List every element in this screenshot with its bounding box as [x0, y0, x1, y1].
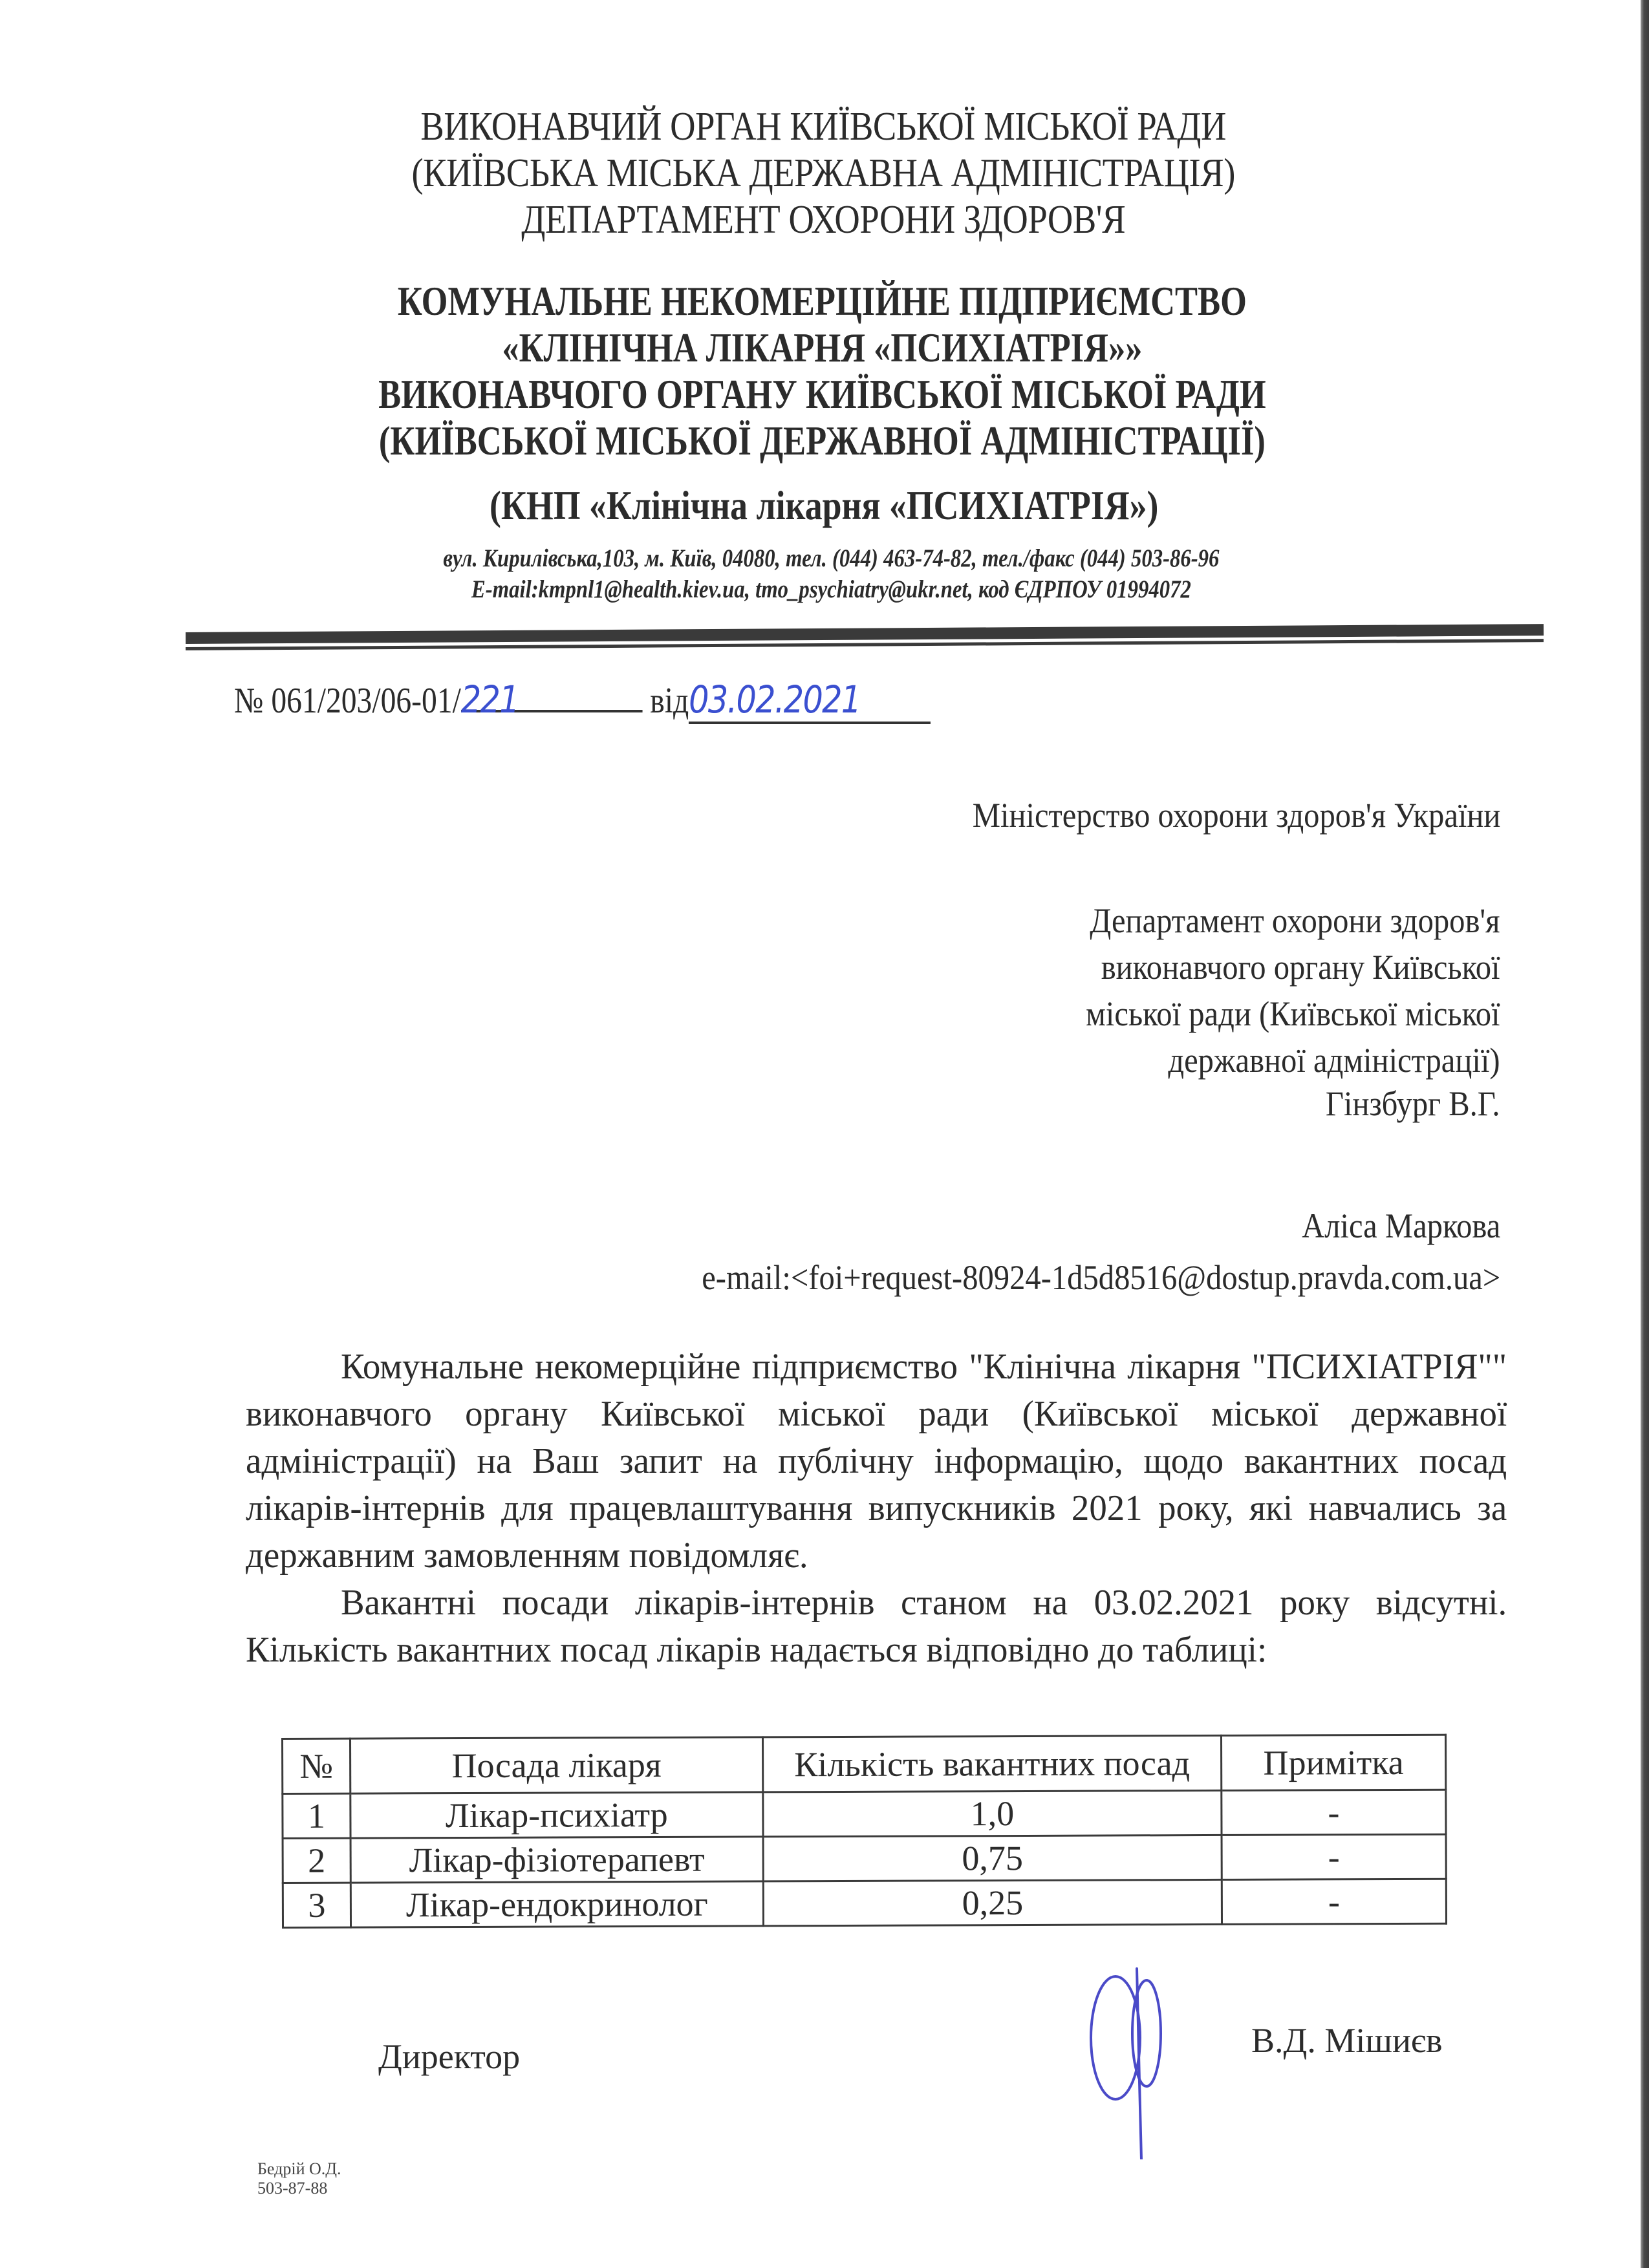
reg-number-field: [460, 678, 642, 722]
scan-edge-shadow: [1641, 0, 1649, 2268]
signatory-name: В.Д. Мішиєв: [1251, 2021, 1443, 2060]
registration-line: [234, 678, 931, 724]
contacts-email: E-mail:kmpnl1@health.kiev.ua, tmo_psychiatry@ukr.net, код ЄДРПОУ 01994072: [471, 575, 1191, 603]
letter-body: [246, 1343, 1507, 1674]
org-line: КОМУНАЛЬНЕ НЕКОМЕРЦІЙНЕ ПІДПРИЄМСТВО: [397, 278, 1247, 324]
cell-position: Лікар-ендокринолог: [350, 1881, 763, 1927]
gov-line: ДЕПАРТАМЕНТ ОХОРОНИ ЗДОРОВ'Я: [521, 198, 1126, 242]
letterhead-org-block: [146, 278, 1498, 464]
body-paragraph: Вакантні посади лікарів-інтернів станом на 03.02.2021 року відсутні. Кількість вакантних посад лікарів надається відповідно до таблиці:: [246, 1583, 1507, 1670]
requester-email[interactable]: e-mail:<foi+request-80924-1d5d8516@dostup.pravda.com.ua>: [701, 1258, 1500, 1297]
department-line: Департамент охорони здоров'я: [1090, 901, 1500, 940]
reg-number-prefix: № 061/203/06-01/: [234, 681, 461, 721]
cell-note: -: [1222, 1834, 1446, 1879]
cell-note: -: [1222, 1790, 1446, 1835]
cell-position: Лікар-психіатр: [350, 1792, 763, 1838]
executor-block: [257, 2159, 341, 2198]
cell-count: 0,75: [763, 1835, 1222, 1881]
reg-number-handwritten: 221: [460, 678, 519, 722]
table-header-row: [283, 1735, 1446, 1793]
executor-phone: 503-87-88: [257, 2179, 328, 2198]
body-paragraph: Комунальне некомерційне підприємство "Клінічна лікарня "ПСИХІАТРІЯ"" виконавчого органу Київської міської ради (Київської міської державної адміністрації) на Ваш запит на публічну інформацію, щодо вакантних посад лікарів-інтернів для працевлаштування випускників 2021 року, які навчались за державним замовленням повідомляє.: [246, 1347, 1507, 1576]
org-short-name: (КНП «Клінічна лікарня «ПСИХІАТРІЯ»): [490, 482, 1159, 528]
reg-date-field: [689, 678, 931, 724]
table-row: [283, 1790, 1446, 1838]
department-head: Гінзбург В.Г.: [1326, 1084, 1500, 1123]
cell-position: Лікар-фізіотерапевт: [350, 1837, 763, 1883]
gov-line: ВИКОНАВЧИЙ ОРГАН КИЇВСЬКОЇ МІСЬКОЇ РАДИ: [420, 105, 1226, 149]
reg-date-handwritten: 03.02.2021: [689, 678, 861, 722]
cell-number: 2: [283, 1838, 350, 1883]
department-line: міської ради (Київської міської: [1086, 994, 1500, 1033]
contacts-address: вул. Кирилівська,103, м. Київ, 04080, тел. (044) 463-74-82, тел./факс (044) 503-86-96: [443, 544, 1220, 572]
org-line: «КЛІНІЧНА ЛІКАРНЯ «ПСИХІАТРІЯ»»: [502, 325, 1143, 370]
executor-name: Бедрій О.Д.: [257, 2159, 341, 2178]
cell-number: 1: [283, 1793, 350, 1838]
contacts-block: [138, 543, 1524, 605]
gov-line: (КИЇВСЬКА МІСЬКА ДЕРЖАВНА АДМІНІСТРАЦІЯ): [411, 151, 1235, 195]
org-line: ВИКОНАВЧОГО ОРГАНУ КИЇВСЬКОЇ МІСЬКОЇ РАДИ: [378, 371, 1266, 417]
org-line: (КИЇВСЬКОЇ МІСЬКОЇ ДЕРЖАВНОЇ АДМІНІСТРАЦІЇ): [378, 418, 1266, 464]
cell-count: 1,0: [763, 1790, 1222, 1836]
reg-date-label: від: [650, 681, 689, 721]
department-line: державної адміністрації): [1168, 1041, 1500, 1080]
handwritten-signature: [1067, 1965, 1196, 2159]
requester-name: Аліса Маркова: [1301, 1206, 1500, 1245]
signatory-title: Директор: [378, 2037, 521, 2076]
letterhead-gov-block: [98, 103, 1549, 243]
col-header-note: Примітка: [1221, 1735, 1445, 1790]
addressee-department: [1086, 897, 1500, 1124]
addressee-ministry: Міністерство охорони здоров'я України: [972, 796, 1500, 835]
addressee-requester: [702, 1203, 1500, 1301]
col-header-number: №: [283, 1738, 350, 1793]
table-row: [283, 1879, 1446, 1927]
cell-note: -: [1222, 1879, 1446, 1924]
cell-count: 0,25: [763, 1879, 1222, 1925]
cell-number: 3: [283, 1883, 350, 1927]
department-line: виконавчого органу Київської: [1101, 948, 1500, 987]
col-header-count: Кількість вакантних посад: [763, 1735, 1222, 1792]
table-row: [283, 1834, 1446, 1883]
col-header-position: Посада лікаря: [350, 1737, 763, 1793]
vacancies-table: [281, 1734, 1447, 1929]
